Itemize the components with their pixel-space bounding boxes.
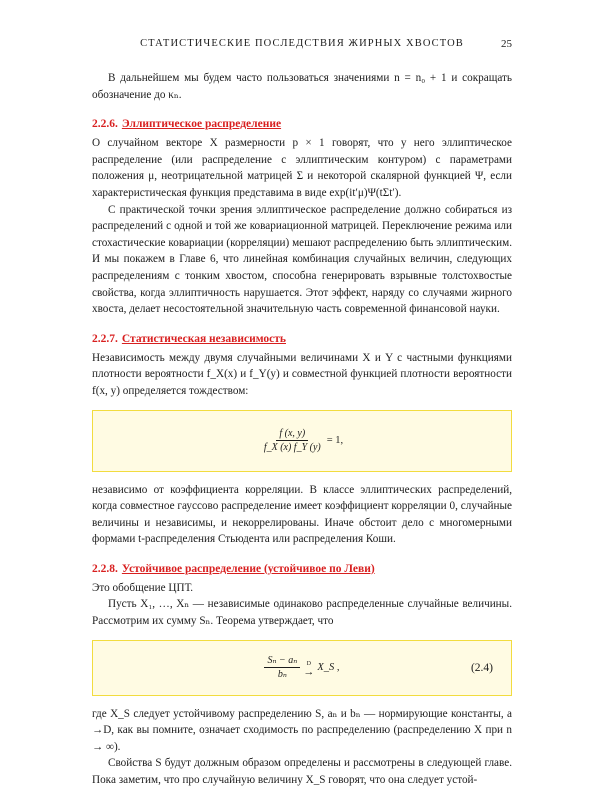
stable-formula — [93, 641, 511, 695]
formula-fraction — [261, 428, 324, 453]
header-title: СТАТИСТИЧЕСКИЕ ПОСЛЕДСТВИЯ ЖИРНЫХ ХВОСТОВ — [140, 38, 464, 49]
section-heading-2-2-8 — [92, 563, 512, 575]
fraction-numerator: f (x, y) — [276, 428, 308, 441]
paragraph-properties: Свойства S будут должным образом определены и рассмотрены в следующей главе. Пока заметим, что про случайную величину X_S говорят, что она следует устой- — [92, 757, 512, 787]
fraction-numerator: Sₙ − aₙ — [264, 655, 300, 668]
fraction-denominator: bₙ — [277, 669, 287, 681]
running-header — [92, 38, 512, 49]
paragraph-generalization: Это обобщение ЦПТ. — [92, 581, 194, 594]
formula-fraction — [264, 655, 300, 680]
formula-rhs: X_S , — [317, 662, 340, 674]
arrow-glyph: → — [303, 665, 315, 678]
paragraph-sum-setup: Пусть X₁, …, Xₙ — независимые одинаково распределенные случайные величины. Рассмотрим их сумму Sₙ. Теорема утверждает, что — [92, 598, 512, 628]
equation-number: (2.4) — [470, 661, 493, 674]
formula-box-stable — [92, 640, 512, 696]
section-number: 2.2.6. — [92, 118, 118, 131]
page-number: 25 — [501, 38, 512, 50]
section-number: 2.2.7. — [92, 332, 118, 345]
convergence-arrow — [303, 660, 314, 676]
section-title: Эллиптическое распределение — [121, 118, 282, 131]
independence-formula — [93, 411, 511, 471]
paragraph-independence-correlation: независимо от коэффициента корреляции. В классе эллиптических распределений, когда совместное гауссово распределение имеет коэффициент корреляции 0, случайные величины и независимы, и некоррелированы. Иначе обстоит дело с многомерными формами t-распределения Стьюдента или распределения Коши. — [92, 483, 512, 546]
section-heading-2-2-7 — [92, 333, 512, 345]
section-number: 2.2.8. — [92, 562, 118, 575]
section-title: Устойчивое распределение (устойчивое по Леви) — [121, 562, 375, 575]
page-content — [92, 70, 512, 789]
formula-rhs: = 1, — [326, 435, 344, 446]
paragraph-elliptic-definition: О случайном векторе X размерности p × 1 говорят, что у него эллиптическое распределение (или распределение с эллиптическим контуром) с параметрами положения μ, неотрицательной матрицей Σ и некоторой скалярной функцией Ψ, если характеристическая функция представима в виде exp(it′μ)Ψ(tΣt′). — [92, 137, 512, 199]
fraction-denominator: f_X (x) f_Y (y) — [263, 442, 321, 453]
paragraph-elliptic-practice: С практической точки зрения эллиптическое распределение должно собираться из распределений с одной и той же ковариационной матрицей. Переключение режима или стохастические ковариации (корреляции) мешают распределению быть эллиптическим. И мы покажем в Главе 6, что линейная комбинация случайных величин, следующих распределениям с тонким хвостом, способна генерировать взрывные толстохвостые свойства, когда эллиптичность нарушается. Этот эффект, наряду со случаями жирного хвоста, делает несостоятельной значительную часть современной финансовой науки. — [92, 203, 512, 316]
formula-box-independence — [92, 410, 512, 472]
section-title: Статистическая независимость — [121, 332, 286, 345]
intro-paragraph: В дальнейшем мы будем часто пользоваться значениями n = n₀ + 1 и сокращать обозначение до κₙ. — [92, 72, 512, 101]
arrow-label: D — [306, 660, 312, 667]
paragraph-normalizing-constants: где X_S следует устойчивому распределению S, aₙ и bₙ — нормирующие константы, а →D, как вы помните, означает сходимость по распределению (распределению X при n → ∞). — [92, 707, 512, 753]
section-heading-2-2-6 — [92, 118, 512, 130]
paragraph-independence-definition: Независимость между двумя случайными величинами X и Y с частными функциями плотности вероятности f_X(x) и f_Y(y) и совместной функцией плотности вероятности f(x, y) определяется тождеством: — [92, 351, 512, 397]
